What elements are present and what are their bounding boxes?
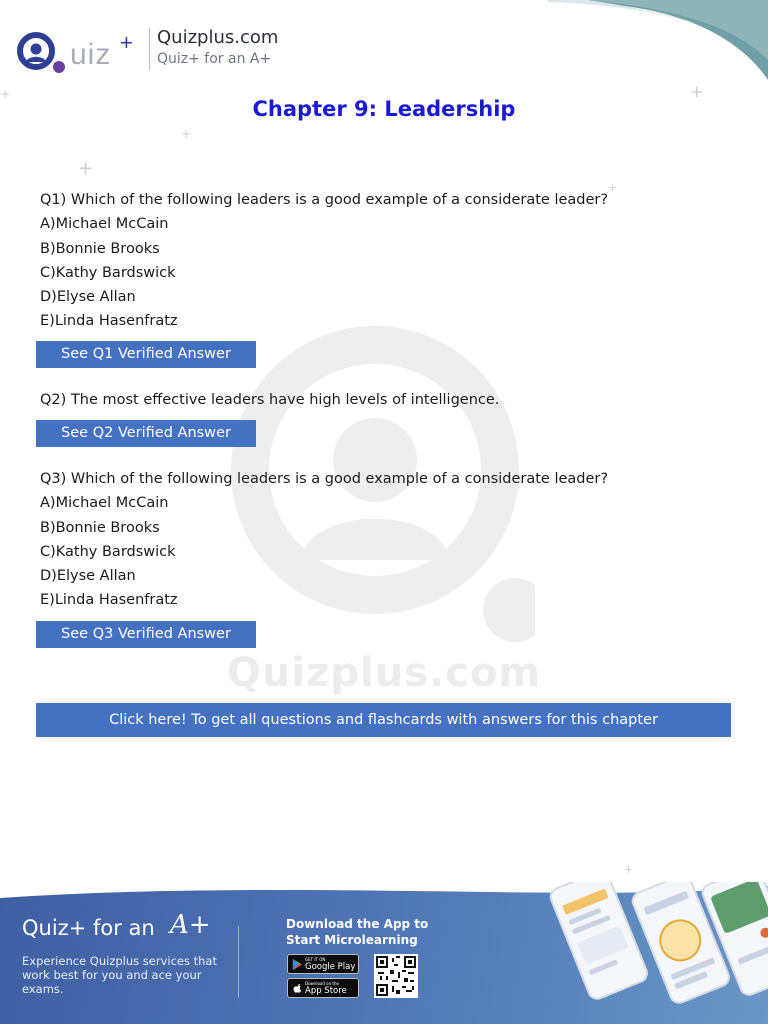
decorative-plus-icon: + xyxy=(624,863,634,876)
svg-text:uiz: uiz xyxy=(70,38,112,71)
answer-option: B)Bonnie Brooks xyxy=(40,519,160,536)
answer-option: D)Elyse Allan xyxy=(40,568,136,585)
chapter-title: Chapter 9: Leadership xyxy=(252,97,516,121)
answer-option: D)Elyse Allan xyxy=(40,289,136,306)
header-divider xyxy=(149,28,150,70)
answer-option: A)Michael McCain xyxy=(40,495,169,512)
answer-option: C)Kathy Bardswick xyxy=(40,543,176,560)
app-store-label: App Store xyxy=(305,986,347,996)
footer-aplus: A+ xyxy=(170,910,211,940)
google-play-small-text: GET IT ON xyxy=(305,957,326,962)
answer-option: E)Linda Hasenfratz xyxy=(40,592,178,609)
app-store-small-text: Download on the xyxy=(305,981,339,986)
question-1 xyxy=(40,188,608,334)
decorative-wave xyxy=(548,0,768,80)
decorative-plus-icon: + xyxy=(78,158,94,179)
question-text: Q3) Which of the following leaders is a good example of a considerate leader? xyxy=(40,471,609,487)
answer-option: B)Bonnie Brooks xyxy=(40,240,160,257)
site-name[interactable]: Quizplus.com xyxy=(157,27,279,48)
question-2 xyxy=(40,388,499,412)
google-play-button[interactable] xyxy=(287,954,359,974)
decorative-plus-icon: + xyxy=(608,181,618,194)
get-all-questions-button[interactable]: Click here! To get all questions and flashcards with answers for this chapter xyxy=(36,703,731,737)
see-q2-answer-button[interactable]: See Q2 Verified Answer xyxy=(36,420,256,447)
decorative-plus-icon: + xyxy=(690,82,704,101)
site-tagline: Quiz+ for an A+ xyxy=(157,51,272,67)
qr-code[interactable] xyxy=(374,954,418,998)
app-promo-banner[interactable] xyxy=(0,882,768,1024)
footer-title: Quiz+ for an xyxy=(22,916,155,940)
decorative-plus-icon: + xyxy=(181,127,192,141)
google-play-label: Google Play xyxy=(305,962,356,972)
answer-option: E)Linda Hasenfratz xyxy=(40,313,178,330)
apple-icon xyxy=(292,983,303,994)
question-text: Q2) The most effective leaders have high levels of intelligence. xyxy=(40,392,500,408)
footer-description: Experience Quizplus services that work best for you and ace your exams. xyxy=(22,954,217,996)
decorative-plus-icon: + xyxy=(0,87,11,101)
answer-option: C)Kathy Bardswick xyxy=(40,264,176,281)
see-q1-answer-button[interactable]: See Q1 Verified Answer xyxy=(36,341,256,368)
download-app-text: Download the App to Start Microlearning xyxy=(286,917,429,947)
answer-option: A)Michael McCain xyxy=(40,216,169,233)
qr-code-icon xyxy=(376,956,416,996)
app-phone-mockups xyxy=(500,882,768,1024)
svg-text:+: + xyxy=(120,30,133,55)
footer-divider xyxy=(238,926,239,998)
quizplus-logo[interactable] xyxy=(16,24,146,80)
google-play-icon xyxy=(292,959,303,970)
question-3 xyxy=(40,467,608,613)
question-text: Q1) Which of the following leaders is a good example of a considerate leader? xyxy=(40,192,609,208)
see-q3-answer-button[interactable]: See Q3 Verified Answer xyxy=(36,621,256,648)
app-store-button[interactable] xyxy=(287,978,359,998)
watermark-text: Quizplus.com xyxy=(226,650,542,696)
